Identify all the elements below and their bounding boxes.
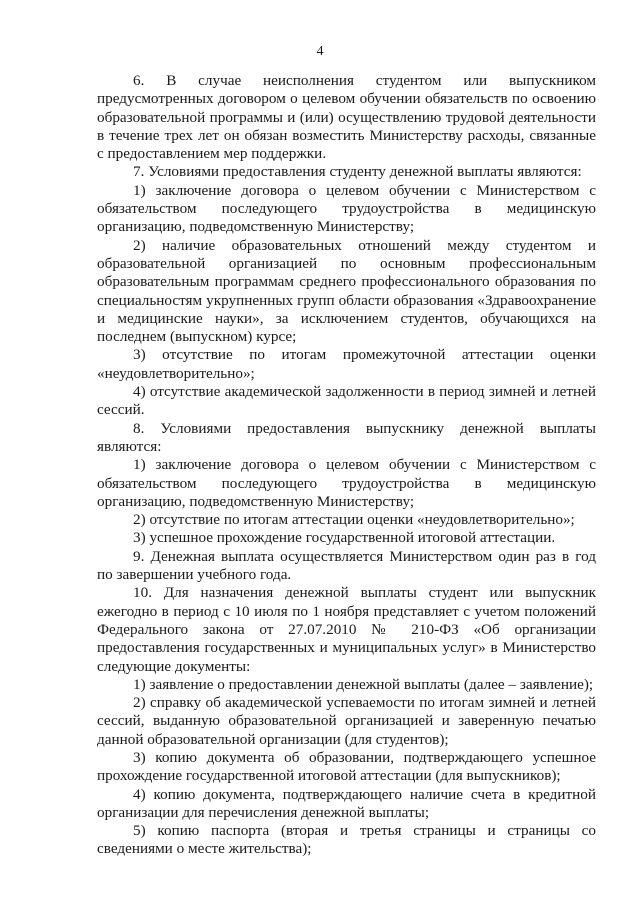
paragraph-10-item-1: 1) заявление о предоставлении денежной выплаты (далее – заявление); — [133, 675, 594, 693]
paragraph-8: 8. Условиями предоставления выпускнику денежной выплаты являются: — [97, 419, 596, 455]
paragraph-7-item-4: 4) отсутствие академической задолженности в период зимней и летней сессий. — [97, 383, 596, 419]
paragraph-10-item-4: 4) копию документа, подтверждающего наличие счета в кредитной организации для перечисления денежной выплаты; — [97, 785, 596, 821]
paragraph-10-item-2: 2) справку об академической успеваемости по итогам зимней и летней сессий, выданную образовательной организацией и заверенную печатью данной образовательной организации (для студентов); — [97, 694, 596, 748]
paragraph-7-item-2: 2) наличие образовательных отношений между студентом и образовательной организацией по основным профессиональным образовательным программам среднего профессионального образования по специальностям укрупненных групп области образования «Здравоохранение и медицинские науки», за исключением студентов, обучающихся на последнем (выпускном) курсе; — [97, 236, 596, 346]
paragraph-10: 10. Для назначения денежной выплаты студент или выпускник ежегодно в период с 10 июля по 1 ноября представляет с учетом положений Федерального закона от 27.07.2010 № 210-ФЗ «Об организации предоставления государственных и муниципальных услуг» в Министерство следующие документы: — [97, 584, 596, 675]
paragraph-8-item-1: 1) заключение договора о целевом обучении с Министерством с обязательством последующего трудоустройства в медицинскую организацию, подведомственную Министерству; — [97, 456, 596, 510]
document-body — [97, 72, 596, 859]
paragraph-8-item-2: 2) отсутствие по итогам аттестации оценки «неудовлетворительно»; — [133, 511, 575, 529]
paragraph-6: 6. В случае неисполнения студентом или выпускником предусмотренных договором о целевом обучении обязательств по освоению образовательной программы и (или) осуществлению трудовой деятельности в течение трех лет он обязан возместить Министерству расходы, связанные с предоставлением мер поддержки. — [97, 72, 596, 163]
paragraph-10-item-5: 5) копию паспорта (вторая и третья страницы и страницы со сведениями о месте жительства); — [97, 822, 596, 858]
paragraph-9: 9. Денежная выплата осуществляется Министерством один раз в год по завершении учебного года. — [97, 547, 596, 584]
paragraph-7-item-1: 1) заключение договора о целевом обучении с Министерством с обязательством последующего трудоустройства в медицинскую организацию, подведомственную Министерству; — [97, 181, 596, 236]
paragraph-7-item-3: 3) отсутствие по итогам промежуточной аттестации оценки «неудовлетворительно»; — [97, 346, 596, 382]
paragraph-7: 7. Условиями предоставления студенту денежной выплаты являются: — [133, 163, 582, 181]
paragraph-8-item-3: 3) успешное прохождение государственной итоговой аттестации. — [133, 529, 556, 547]
paragraph-10-item-3: 3) копию документа об образовании, подтверждающего успешное прохождение государственной итоговой аттестации (для выпускников); — [97, 748, 596, 785]
page-number: 4 — [316, 44, 324, 59]
